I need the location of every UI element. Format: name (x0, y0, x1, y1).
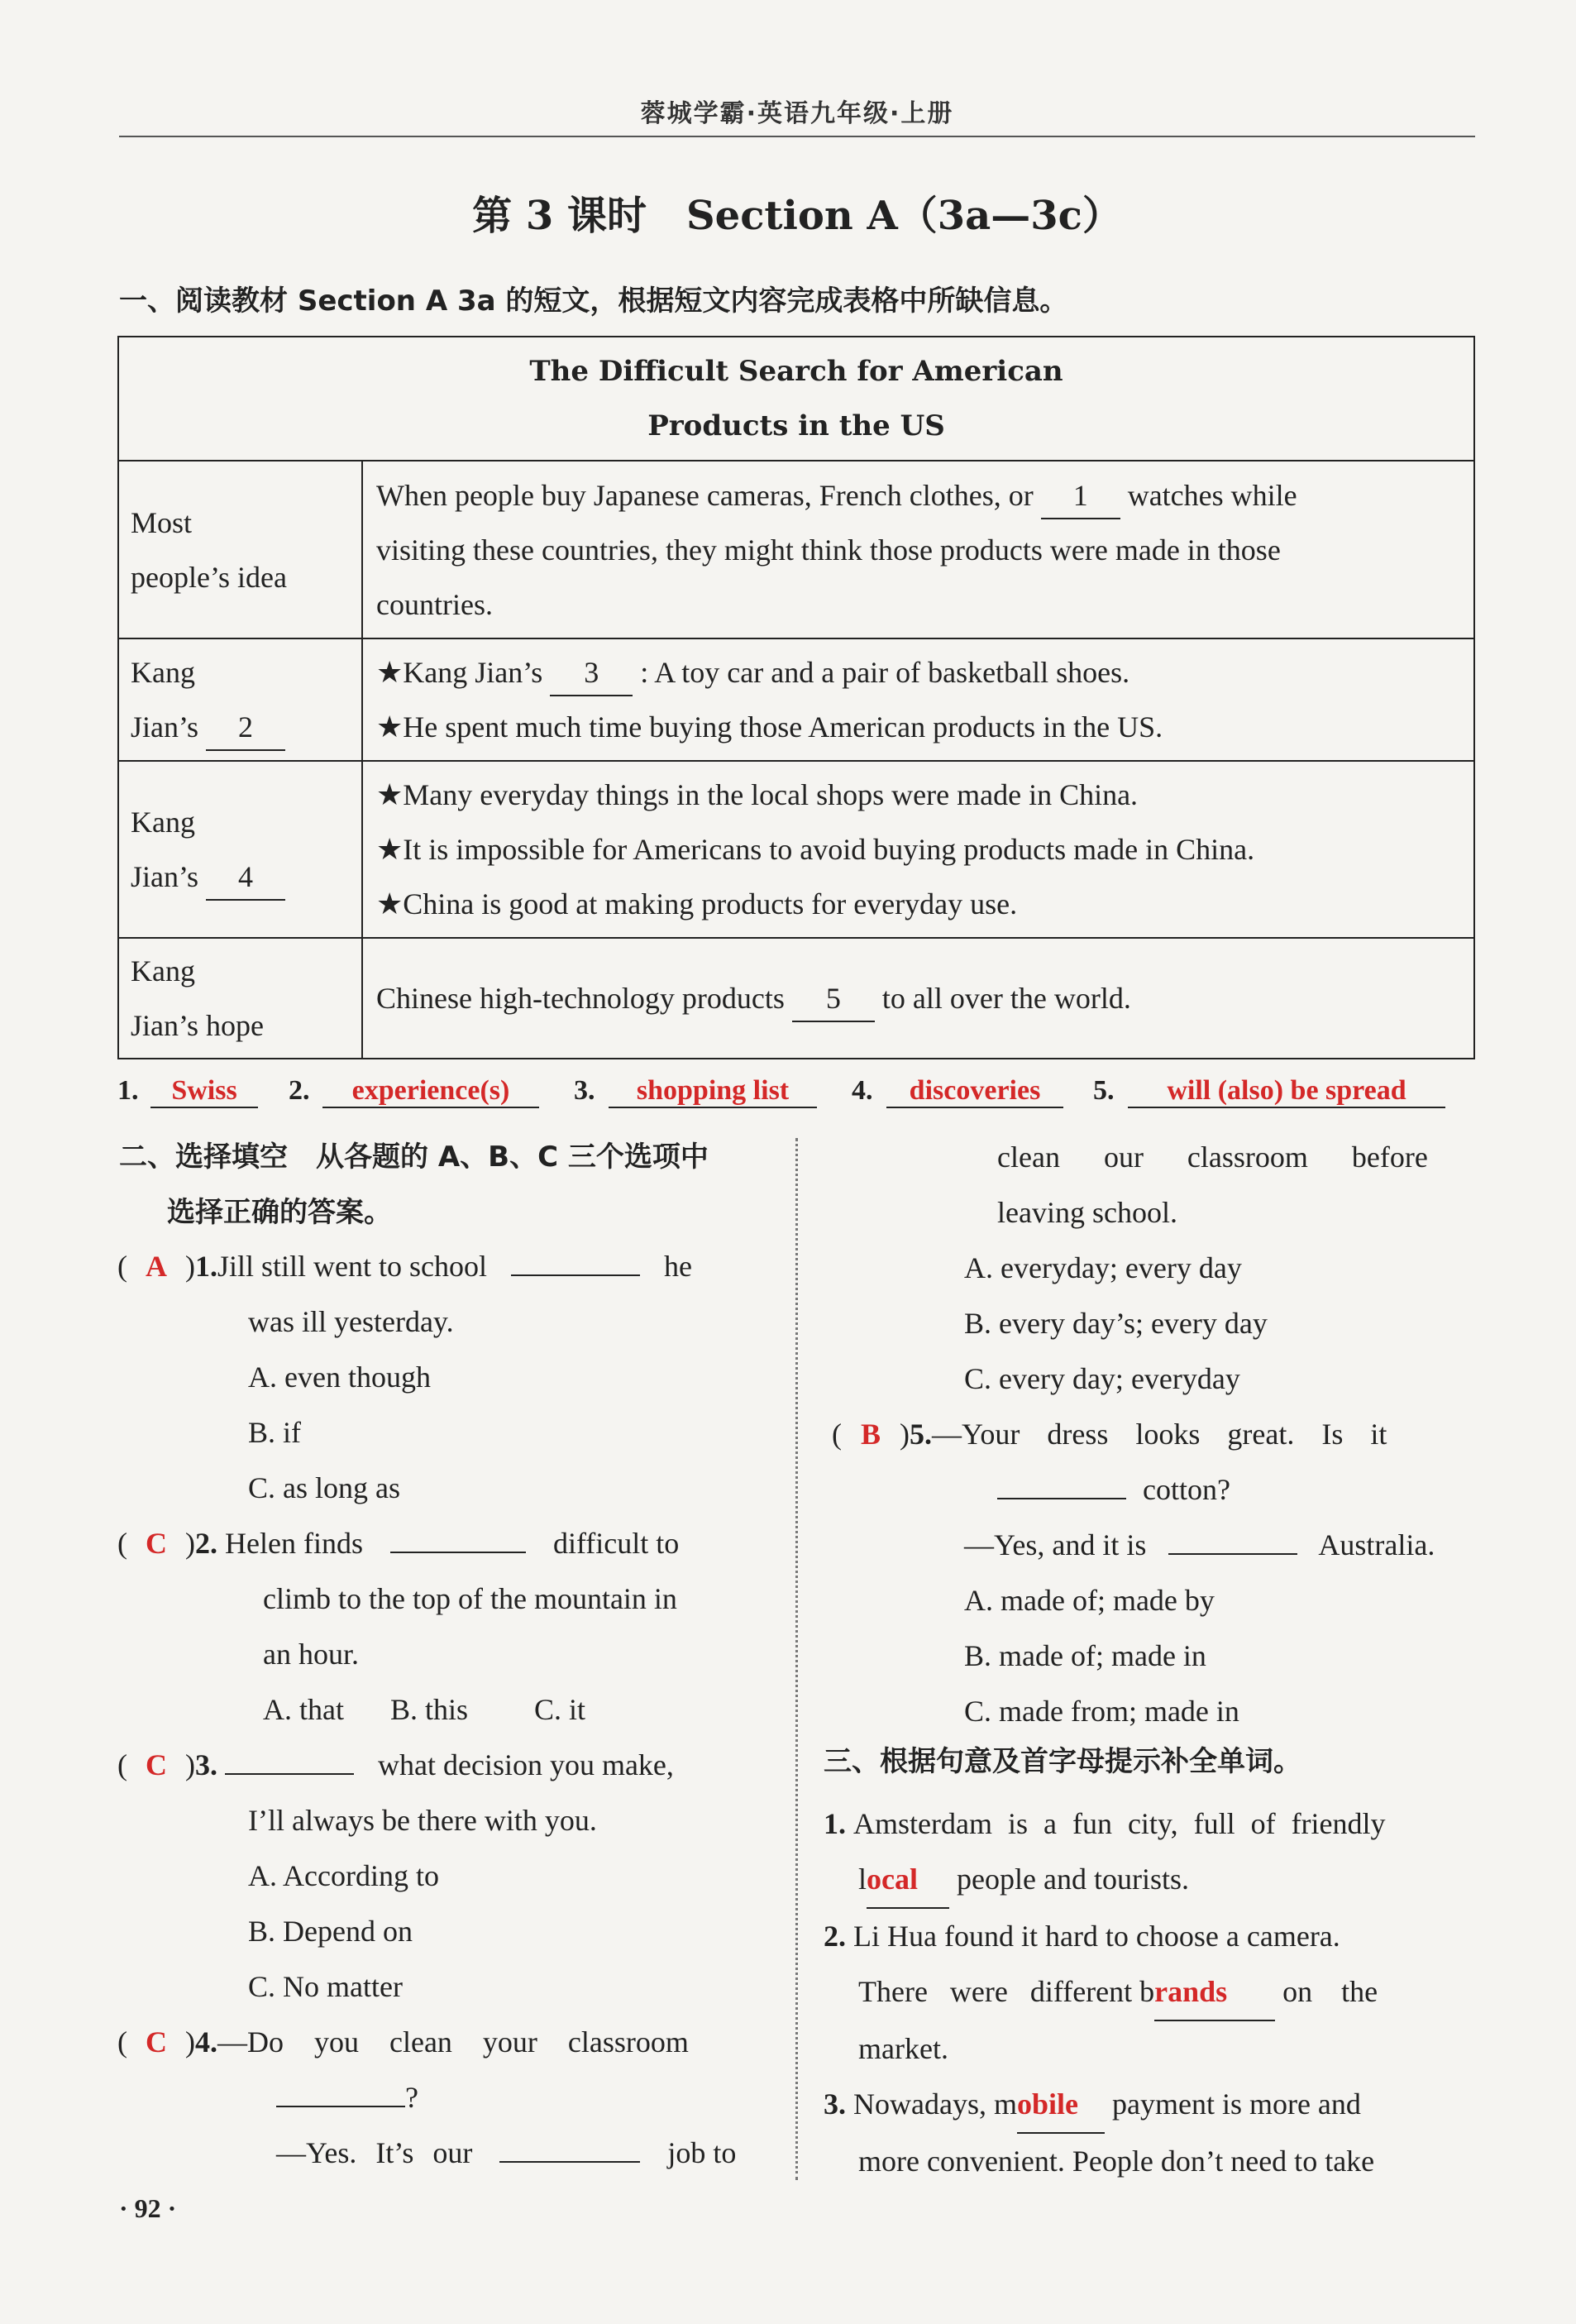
section-2-heading: 二、选择填空 从各题的 A、B、C 三个选项中 选择正确的答案。 (119, 1140, 709, 1229)
right-column: clean our classroom before leaving school. A. everyday; every day B. every day’s; every day C. every day; everyday ( B )5.—Your dress looks great. Is it cotton? —Yes, and it is Australia. A. made of; made by B. made of; made in C. made from; made in (832, 1130, 1485, 1739)
section-3-heading: 三、根据句意及首字母提示补全单词。 (824, 1745, 1301, 1778)
page-number: · 92 · (119, 2193, 177, 2223)
row-label: Most people’s idea (118, 461, 362, 638)
blank-1: 1 (1041, 473, 1120, 519)
table-row (118, 938, 1474, 1059)
section-1-heading: 一、阅读教材 Section A 3a 的短文，根据短文内容完成表格中所缺信息。 (119, 285, 1068, 318)
question-3: ( C )3. what decision you make, I’ll always be there with you. A. According to B. Depend on C. No matter (117, 1748, 674, 2003)
question-1: ( A )1.Jill still went to school he was ill yesterday. A. even though B. if C. as long as (117, 1250, 692, 1504)
row-label: Kang Jian’s 2 (118, 638, 362, 761)
blank-2: 2 (206, 705, 285, 751)
answer-1: Swiss (150, 1075, 258, 1108)
table-row (118, 761, 1474, 938)
row-content: When people buy Japanese cameras, French clothes, or 1 watches while visiting these countries, they might think those products were made in those countries. (362, 461, 1474, 638)
blank-3: 3 (550, 650, 633, 696)
blank-5: 5 (792, 976, 875, 1022)
answer-4: discoveries (886, 1075, 1063, 1108)
fill-question-2: 2. Li Hua found it hard to choose a camera. There were different brands on the market. (824, 1920, 1378, 2065)
answer-3: shopping list (609, 1075, 817, 1108)
question-4: ( C )4.—Do you clean your classroom ? —Yes. It’s our job to (117, 2025, 737, 2169)
fill-question-3: 3. Nowadays, mobile payment is more and more convenient. People don’t need to take (824, 2077, 1485, 2189)
row-content: Chinese high-technology products 5 to all over the world. (362, 938, 1474, 1059)
blank-4: 4 (206, 854, 285, 901)
fill-question-1: 1. Amsterdam is a fun city, full of friendly local people and tourists. (824, 1796, 1485, 1909)
lesson-title: 第 3 课时 Section A（3a—3c） (472, 193, 1122, 239)
row-label: Kang Jian’s 4 (118, 761, 362, 938)
answer-2: experience(s) (322, 1075, 539, 1108)
left-column (117, 1239, 771, 2181)
header-rule (119, 136, 1475, 137)
answer-mobile: obile (1017, 2077, 1105, 2134)
question-2: ( C )2. Helen finds difficult to climb to the top of the mountain in an hour. A. that B. this C. it (117, 1527, 680, 1726)
answer-5: will (also) be spread (1128, 1075, 1445, 1108)
workbook-page: 蓉城学霸·英语九年级·上册 第 3 课时 Section A（3a—3c） 一、阅读教材 Section A 3a 的短文，根据短文内容完成表格中所缺信息。 The Difficult Search for American Products in the US Most people’s idea When people buy Japanese cameras, French clothes, or 1 watches while visiting these countries, they might think those products were made in those countries. Kang Jian’s 2 ★Kang Jian’s 3 : A toy car and a pair of basketball shoes. ★He spent much time buying those American products in the US. Kang Jian’s 4 ★Many everyday things in the local shops were made in China. ★It is impossible for Americans to avoid buying products made in China. ★China is good at making products for everyday use. Kang Jian’s hope Chinese high-technology products 5 to all over the world. 1. Swiss 2. experience(s) 3. shopping list 4. discoveries 5. will (also) be spread 二、选择填空 从各题的 A、B、C 三个选项中 选择正确的答案。 ( A )1.Jill still went to school he was ill yesterday. A. even though B. if C. as long as ( C )2. Helen finds difficult to climb to the top of the mountain in an hour. A. that B. this C. it ( C )3. what decision you make, I’ll always be there with you. A. According to B. Depend on C. No matter ( C )4.—Do you clean your classroom ? —Yes. It’s our job to clean our classroom before leaving school. A. everyday; every day B. every day’s; every day C. every day; everyday ( B )5.—Your dress looks great. Is it cotton? —Yes, and it is Australia. A. made of; made by B. made of; made in C. made from; made in 三、根据句意及首字母提示补全单词。 1. Amsterdam is a fun city, full of friendly local people and tourists. 2. Li Hua found it hard to choose a camera. There were different brands on the market. 3. Nowadays, mobile payment is more and more convenient. People don’t need to take · 92 · (0, 0, 1576, 2324)
answer-brands: rands (1154, 1964, 1275, 2021)
table-row (118, 638, 1474, 761)
info-table (117, 336, 1475, 1059)
column-divider (795, 1138, 798, 2180)
running-header: 蓉城学霸·英语九年级·上册 (640, 99, 954, 128)
table-title: The Difficult Search for American Products in the US (118, 337, 1474, 461)
table-row (118, 461, 1474, 638)
row-label: Kang Jian’s hope (118, 938, 362, 1059)
question-5: ( B )5.—Your dress looks great. Is it cotton? —Yes, and it is Australia. A. made of; made by B. made of; made in C. made from; made in (832, 1418, 1435, 1728)
section-3-questions (824, 1796, 1485, 2189)
row-content: ★Many everyday things in the local shops were made in China. ★It is impossible for Americans to avoid buying products made in China. ★China is good at making products for everyday use. (362, 761, 1474, 938)
answer-local: ocal (867, 1852, 949, 1909)
row-content: ★Kang Jian’s 3 : A toy car and a pair of basketball shoes. ★He spent much time buying those American products in the US. (362, 638, 1474, 761)
